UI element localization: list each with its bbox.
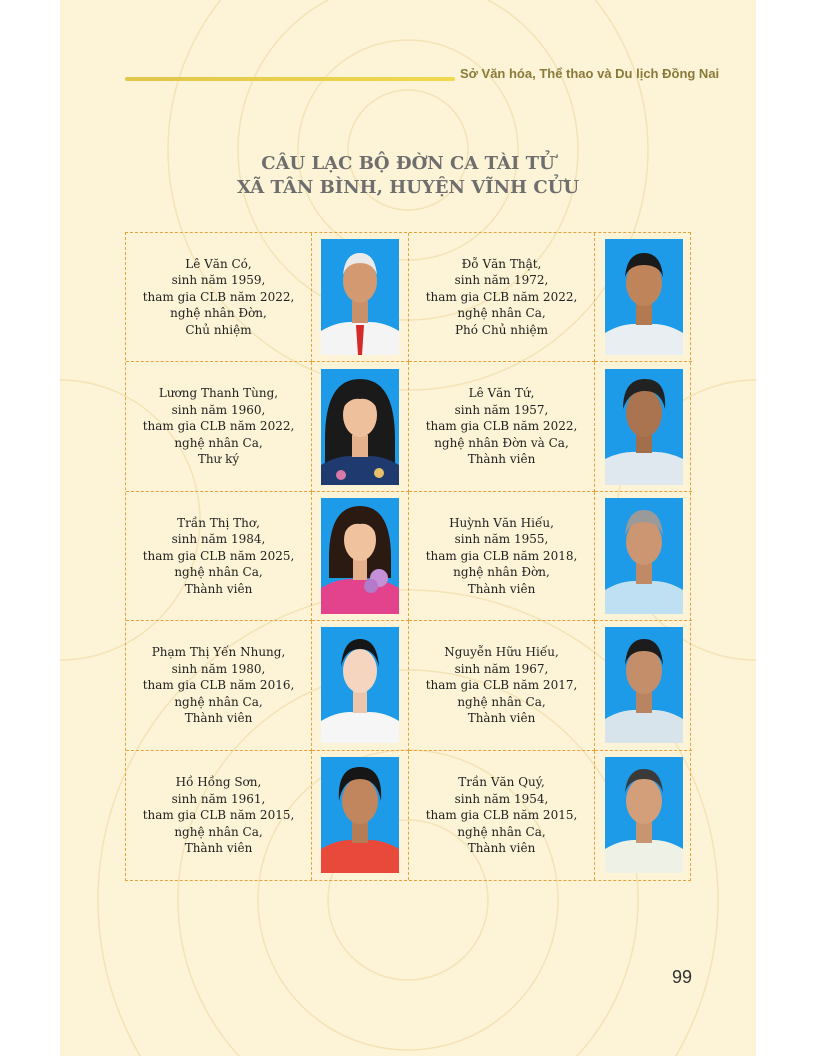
member-photo bbox=[321, 369, 399, 485]
member-born: sinh năm 1972, bbox=[454, 273, 549, 288]
member-position: Thành viên bbox=[467, 841, 536, 856]
header-rule bbox=[125, 77, 455, 81]
member-photo bbox=[605, 757, 683, 873]
member-photo-cell bbox=[312, 362, 409, 491]
member-info bbox=[426, 256, 578, 339]
member-born: sinh năm 1980, bbox=[171, 661, 266, 676]
member-info bbox=[143, 385, 295, 468]
member-photo bbox=[321, 498, 399, 614]
member-info-cell bbox=[126, 492, 312, 621]
member-info-cell bbox=[409, 621, 595, 750]
member-info-cell bbox=[409, 362, 595, 491]
member-info-cell bbox=[409, 233, 595, 362]
member-born: sinh năm 1984, bbox=[171, 532, 266, 547]
member-role: nghệ nhân Ca, bbox=[457, 306, 546, 321]
member-name: Hồ Hồng Sơn, bbox=[175, 775, 262, 790]
running-header: Sở Văn hóa, Thể thao và Du lịch Đồng Nai bbox=[460, 66, 720, 81]
member-role: nghệ nhân Đờn, bbox=[453, 565, 550, 580]
member-info bbox=[143, 515, 295, 598]
member-born: sinh năm 1960, bbox=[171, 402, 266, 417]
member-info-cell bbox=[126, 751, 312, 880]
title-line-1: CÂU LẠC BỘ ĐỜN CA TÀI TỬ bbox=[261, 153, 555, 174]
member-joined: tham gia CLB năm 2022, bbox=[142, 289, 295, 304]
member-photo-cell bbox=[595, 492, 692, 621]
member-info-cell bbox=[126, 233, 312, 362]
member-name: Trần Thị Thơ, bbox=[177, 515, 260, 530]
member-photo bbox=[605, 498, 683, 614]
member-position: Chủ nhiệm bbox=[185, 322, 252, 337]
member-info-cell bbox=[409, 751, 595, 880]
page-title bbox=[60, 152, 756, 200]
member-photo-cell bbox=[595, 751, 692, 880]
member-position: Thành viên bbox=[184, 581, 253, 596]
member-name: Lương Thanh Tùng, bbox=[158, 386, 279, 401]
member-info bbox=[426, 774, 578, 857]
member-photo-cell bbox=[312, 621, 409, 750]
member-born: sinh năm 1967, bbox=[454, 661, 549, 676]
member-name: Phạm Thị Yến Nhung, bbox=[151, 645, 286, 660]
member-born: sinh năm 1959, bbox=[171, 273, 266, 288]
member-role: nghệ nhân Ca, bbox=[457, 824, 546, 839]
member-photo bbox=[321, 239, 399, 355]
member-photo-cell bbox=[595, 362, 692, 491]
member-joined: tham gia CLB năm 2017, bbox=[425, 678, 578, 693]
member-position: Thư ký bbox=[197, 452, 240, 467]
member-role: nghệ nhân Ca, bbox=[457, 694, 546, 709]
member-photo-cell bbox=[595, 621, 692, 750]
member-name: Lê Văn Tứ, bbox=[468, 386, 535, 401]
member-joined: tham gia CLB năm 2022, bbox=[425, 289, 578, 304]
member-joined: tham gia CLB năm 2022, bbox=[142, 419, 295, 434]
member-born: sinh năm 1957, bbox=[454, 402, 549, 417]
member-role: nghệ nhân Ca, bbox=[174, 824, 263, 839]
member-info bbox=[426, 385, 578, 468]
member-born: sinh năm 1954, bbox=[454, 791, 549, 806]
member-info-cell bbox=[126, 362, 312, 491]
member-name: Lê Văn Có, bbox=[185, 256, 252, 271]
member-joined: tham gia CLB năm 2015, bbox=[425, 808, 578, 823]
member-role: nghệ nhân Đờn, bbox=[170, 306, 267, 321]
member-position: Thành viên bbox=[467, 452, 536, 467]
member-info bbox=[426, 644, 578, 727]
member-info bbox=[143, 774, 295, 857]
member-photo bbox=[605, 369, 683, 485]
member-name: Trần Văn Quý, bbox=[458, 775, 545, 790]
member-info-cell bbox=[126, 621, 312, 750]
member-photo bbox=[321, 627, 399, 743]
member-name: Huỳnh Văn Hiếu, bbox=[449, 515, 554, 530]
member-position: Thành viên bbox=[184, 841, 253, 856]
title-line-2: XÃ TÂN BÌNH, HUYỆN VĨNH CỬU bbox=[236, 177, 580, 198]
member-photo bbox=[321, 757, 399, 873]
page bbox=[60, 0, 756, 1056]
member-position: Thành viên bbox=[467, 711, 536, 726]
member-role: nghệ nhân Ca, bbox=[174, 565, 263, 580]
member-info-cell bbox=[409, 492, 595, 621]
member-position: Phó Chủ nhiệm bbox=[454, 322, 549, 337]
member-info bbox=[143, 256, 295, 339]
member-joined: tham gia CLB năm 2018, bbox=[425, 548, 578, 563]
member-position: Thành viên bbox=[467, 581, 536, 596]
member-info bbox=[143, 644, 295, 727]
member-role: nghệ nhân Ca, bbox=[174, 435, 263, 450]
member-photo-cell bbox=[312, 233, 409, 362]
member-joined: tham gia CLB năm 2025, bbox=[142, 548, 295, 563]
page-number: 99 bbox=[671, 967, 692, 987]
member-photo-cell bbox=[595, 233, 692, 362]
member-info bbox=[426, 515, 578, 598]
member-born: sinh năm 1955, bbox=[454, 532, 549, 547]
member-name: Đỗ Văn Thật, bbox=[461, 256, 542, 271]
members-table bbox=[125, 232, 691, 881]
member-photo bbox=[605, 627, 683, 743]
member-born: sinh năm 1961, bbox=[171, 791, 266, 806]
member-position: Thành viên bbox=[184, 711, 253, 726]
member-photo-cell bbox=[312, 751, 409, 880]
member-photo bbox=[605, 239, 683, 355]
member-role: nghệ nhân Ca, bbox=[174, 694, 263, 709]
member-role: nghệ nhân Đờn và Ca, bbox=[434, 435, 569, 450]
member-joined: tham gia CLB năm 2022, bbox=[425, 419, 578, 434]
member-joined: tham gia CLB năm 2016, bbox=[142, 678, 295, 693]
member-photo-cell bbox=[312, 492, 409, 621]
member-name: Nguyễn Hữu Hiếu, bbox=[444, 645, 559, 660]
member-joined: tham gia CLB năm 2015, bbox=[142, 808, 295, 823]
